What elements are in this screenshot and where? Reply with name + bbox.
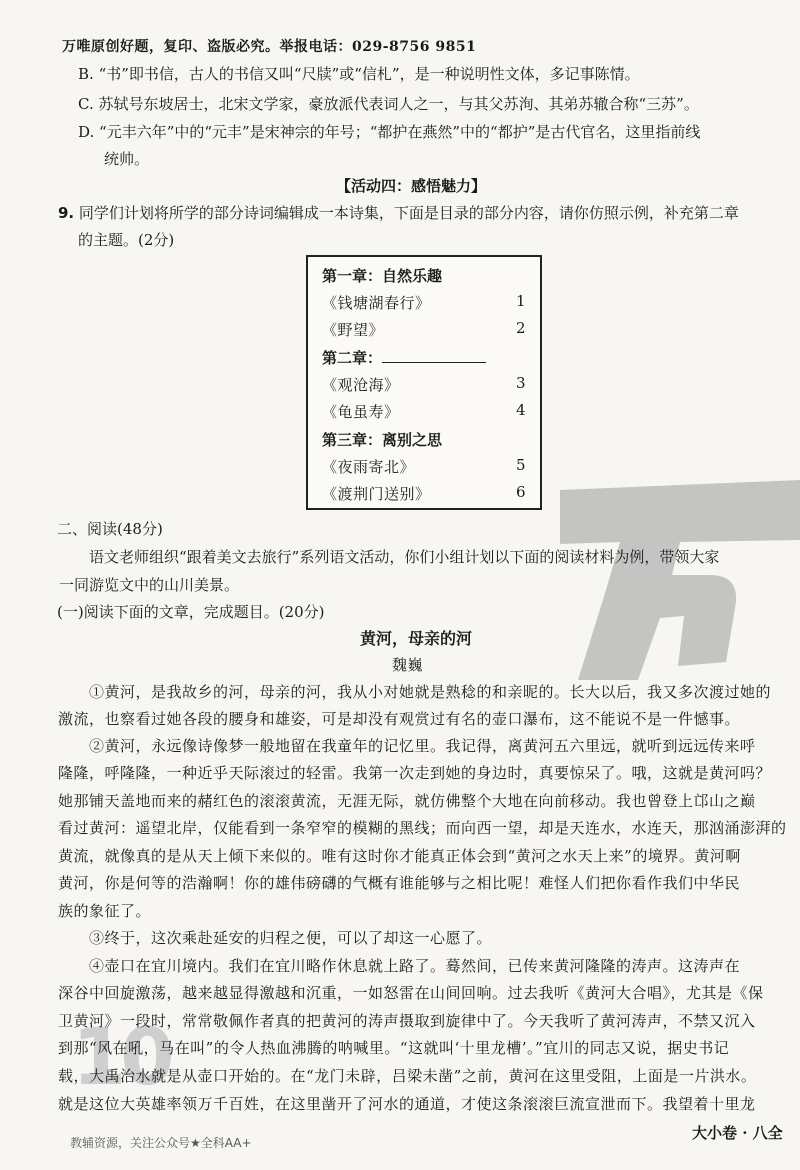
chapter-title: 第一章：自然乐趣 xyxy=(322,267,443,285)
poem-title: 《夜雨寄北》 xyxy=(322,458,416,476)
footer-source-note: 教辅资源，关注公众号★全科AA+ xyxy=(70,1136,252,1150)
option-label: B. xyxy=(78,65,94,83)
answer-blank[interactable] xyxy=(382,348,486,363)
toc-chapter-2 xyxy=(322,347,526,371)
paragraph-line: 载，大禹治水就是从壶口开始的。在“龙门未辟，吕梁未凿”之前，黄河在这里受阻，上面是一片洪水。 xyxy=(58,1067,757,1085)
chapter-title xyxy=(322,347,486,368)
paragraph-line: 看过黄河：遥望北岸，仅能看到一条窄窄的模糊的黑线；而向西一望，却是天连水，水连天，那汹涌澎湃的 xyxy=(58,819,787,837)
toc-item xyxy=(322,483,526,507)
intro-line: 语文老师组织“跟着美文去旅行”系列语文活动，你们小组计划以下面的阅读材料为例，带领大家 xyxy=(89,548,720,566)
page-number: 3 xyxy=(515,374,526,392)
toc-item xyxy=(322,456,526,480)
paragraph-line: 黄流，就像真的是从天上倾下来似的。唯有这时你才能真正体会到“黄河之水天上来”的境界。黄河啊 xyxy=(58,847,741,865)
footer-volume: 大小卷 · 八全 xyxy=(692,1124,783,1142)
paragraph-line: 卫黄河》一段时，常常敬佩作者真的把黄河的涛声摄取到旋律中了。今天我听了黄河涛声，不禁又沉入 xyxy=(58,1012,756,1030)
paragraph-line: ④壶口在宜川境内。我们在宜川略作休息就上路了。蓦然间，已传来黄河隆隆的涛声。这涛声在 xyxy=(89,957,741,975)
paragraph-line: 就是这位大英雄率领万千百姓，在这里凿开了河水的通道，才使这条滚滚巨流宣泄而下。我望着十里龙 xyxy=(58,1095,756,1113)
page-number: 1 xyxy=(515,292,526,310)
option-text: 苏轼号东坡居士，北宋文学家，豪放派代表词人之一，与其父苏洵、其弟苏辙合称“三苏”。 xyxy=(98,95,699,113)
paragraph-line: ①黄河，是我故乡的河，母亲的河，我从小对她就是熟稔的和亲昵的。长大以后，我又多次渡过她的 xyxy=(89,683,772,701)
toc-box xyxy=(306,255,542,510)
watermark-logo xyxy=(560,480,800,680)
question-9-continued: 的主题。(2分) xyxy=(78,231,175,249)
copyright-notice: 万唯原创好题，复印、盗版必究。举报电话：029-8756 9851 xyxy=(62,39,477,55)
chapter-2-label: 第二章： xyxy=(322,349,383,367)
part-title: (一)阅读下面的文章，完成题目。(20分) xyxy=(57,603,325,621)
poem-title: 《龟虽寿》 xyxy=(322,403,400,421)
toc-item xyxy=(322,401,526,425)
paragraph-line: ③终于，这次乘赴延安的归程之便，可以了却这一心愿了。 xyxy=(89,929,493,947)
paragraph-line: 到那“风在吼，马在叫”的令人热血沸腾的呐喊里。“这就叫‘十里龙槽’。”宜川的同志又说，据史书记 xyxy=(58,1039,730,1057)
toc-chapter-3 xyxy=(322,429,526,453)
poem-title: 《野望》 xyxy=(322,321,385,339)
chapter-title: 第三章：离别之思 xyxy=(322,431,443,449)
question-number: 9. xyxy=(58,204,75,222)
poem-title: 《观沧海》 xyxy=(322,376,400,394)
paragraph-line: 隆隆，呼隆隆，一种近乎天际滚过的轻雷。我第一次走到她的身边时，真要惊呆了。哦，这就是黄河吗？ xyxy=(58,764,772,782)
page-number-large: 10 xyxy=(72,1013,169,1103)
option-label: D. xyxy=(78,123,95,141)
option-b xyxy=(78,63,640,85)
paragraph-line: 黄河，你是何等的浩瀚啊！你的雄伟磅礴的气概有谁能够与之相比呢！难怪人们把你看作我们中华民 xyxy=(58,874,741,892)
poem-title: 《钱塘湖春行》 xyxy=(322,294,431,312)
intro-line: 一同游览文中的山川美景。 xyxy=(59,576,240,594)
option-d-continued: 统帅。 xyxy=(104,150,150,168)
page-number: 5 xyxy=(515,456,526,474)
paragraph-line: 激流，也察看过她各段的腰身和雄姿，可是却没有观赏过有名的壶口瀑布，这不能说不是一件憾事。 xyxy=(58,710,741,728)
page-number: 4 xyxy=(515,401,526,419)
page-number: 6 xyxy=(515,483,526,501)
paragraph-line: 她那铺天盖地而来的赭红色的滚滚黄流，无涯无际，就仿佛整个大地在向前移动。我也曾登上邙山之巅 xyxy=(58,792,756,810)
poem-title: 《渡荆门送别》 xyxy=(322,485,431,503)
option-label: C. xyxy=(78,95,94,113)
paragraph-line: 族的象征了。 xyxy=(58,902,152,920)
page-number: 2 xyxy=(515,319,526,337)
article-title: 黄河，母亲的河 xyxy=(360,629,473,648)
section-title: 二、阅读(48分) xyxy=(57,520,163,538)
paragraph-line: ②黄河，永远像诗像梦一般地留在我童年的记忆里。我记得，离黄河五六里远，就听到远远传来呼 xyxy=(89,737,756,755)
option-text: “书”即书信，古人的书信又叫“尺牍”或“信札”，是一种说明性文体，多记事陈情。 xyxy=(98,65,640,83)
toc-chapter-1 xyxy=(322,265,526,289)
toc-item xyxy=(322,374,526,398)
question-text: 同学们计划将所学的部分诗词编辑成一本诗集，下面是目录的部分内容，请你仿照示例，补充第二章 xyxy=(78,204,739,222)
paragraph-line: 深谷中回旋激荡，越来越显得激越和沉重，一如怒雷在山间回响。过去我听《黄河大合唱》，尤其是《保 xyxy=(58,984,764,1002)
option-text: “元丰六年”中的“元丰”是宋神宗的年号；“都护在燕然”中的“都护”是古代官名，这里指前线 xyxy=(99,123,701,141)
toc-item xyxy=(322,292,526,316)
activity-title: 【活动四：感悟魅力】 xyxy=(336,177,487,195)
option-d xyxy=(78,121,700,143)
option-c xyxy=(78,93,699,115)
article-author: 魏巍 xyxy=(392,656,424,674)
toc-item xyxy=(322,319,526,343)
question-9 xyxy=(58,202,739,224)
